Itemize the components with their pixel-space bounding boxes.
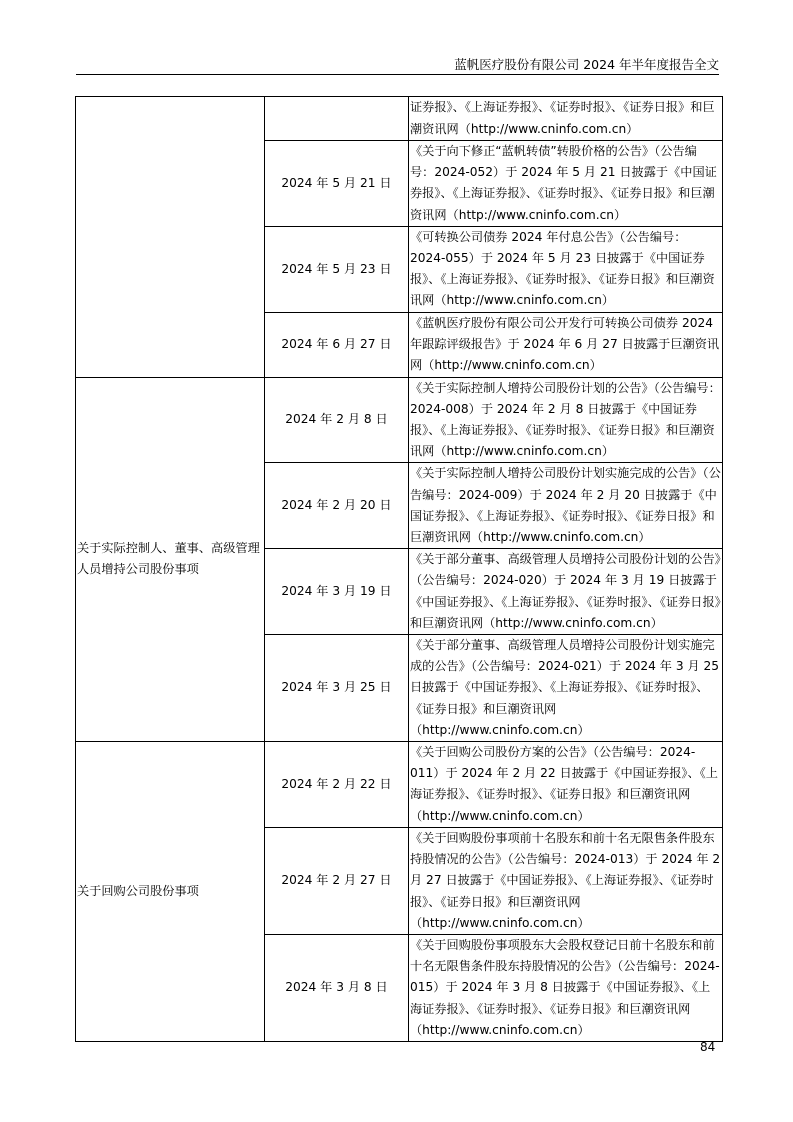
date-cell: 2024 年 3 月 25 日: [265, 635, 409, 742]
date-cell: 2024 年 2 月 27 日: [265, 827, 409, 934]
date-cell: 2024 年 6 月 27 日: [265, 312, 409, 377]
page-header: [76, 56, 719, 75]
page-number: 84: [700, 1040, 716, 1054]
disclosure-table: [75, 96, 723, 1042]
description-cell: 《关于向下修正“蓝帆转债”转股价格的公告》（公告编号：2024-052）于 2024 年 5 月 21 日披露于《中国证券报》、《上海证券报》、《证券时报》、《证券日报》和巨潮资讯网（http://www.cninfo.com.cn）: [409, 141, 723, 227]
matter-cell: [76, 97, 265, 378]
date-cell: 2024 年 3 月 19 日: [265, 549, 409, 635]
date-cell: 2024 年 5 月 21 日: [265, 141, 409, 227]
matter-cell: 关于回购公司股份事项: [76, 742, 265, 1042]
description-cell: 《蓝帆医疗股份有限公司公开发行可转换公司债券 2024 年跟踪评级报告》于 2024 年 6 月 27 日披露于巨潮资讯网（http://www.cninfo.com.cn）: [409, 312, 723, 377]
date-cell: 2024 年 3 月 8 日: [265, 934, 409, 1041]
date-cell: 2024 年 5 月 23 日: [265, 226, 409, 312]
date-cell: 2024 年 2 月 8 日: [265, 377, 409, 463]
description-cell: 《关于部分董事、高级管理人员增持公司股份计划的公告》（公告编号：2024-020）于 2024 年 3 月 19 日披露于《中国证券报》、《上海证券报》、《证券时报》、《证券日报》和巨潮资讯网（http://www.cninfo.com.cn）: [409, 549, 723, 635]
description-cell: 《关于回购公司股份方案的公告》（公告编号：2024-011）于 2024 年 2 月 22 日披露于《中国证券报》、《上海证券报》、《证券时报》、《证券日报》和巨潮资讯网（http://www.cninfo.com.cn）: [409, 742, 723, 828]
description-cell: 《关于部分董事、高级管理人员增持公司股份计划实施完成的公告》（公告编号：2024-021）于 2024 年 3 月 25 日披露于《中国证券报》、《上海证券报》、《证券时报》、《证券日报》和巨潮资讯网（http://www.cninfo.com.cn）: [409, 635, 723, 742]
disclosure-table-body: [76, 97, 723, 1042]
description-cell: 《关于回购股份事项前十名股东和前十名无限售条件股东持股情况的公告》（公告编号：2024-013）于 2024 年 2 月 27 日披露于《中国证券报》、《上海证券报》、《证券时报》、《证券日报》和巨潮资讯网（http://www.cninfo.com.cn）: [409, 827, 723, 934]
description-cell: 证券报》、《上海证券报》、《证券时报》、《证券日报》和巨潮资讯网（http://www.cninfo.com.cn）: [409, 97, 723, 141]
date-cell: 2024 年 2 月 20 日: [265, 463, 409, 549]
description-cell: 《关于回购股份事项股东大会股权登记日前十名股东和前十名无限售条件股东持股情况的公告》（公告编号：2024-015）于 2024 年 3 月 8 日披露于《中国证券报》、《上海证券报》、《证券时报》、《证券日报》和巨潮资讯网（http://www.cninfo.com.cn）: [409, 934, 723, 1041]
matter-cell: 关于实际控制人、董事、高级管理人员增持公司股份事项: [76, 377, 265, 741]
table-row: [76, 97, 723, 141]
table-row: [76, 377, 723, 463]
report-title: 蓝帆医疗股份有限公司 2024 年半年度报告全文: [454, 57, 719, 72]
description-cell: 《关于实际控制人增持公司股份计划的公告》（公告编号：2024-008）于 2024 年 2 月 8 日披露于《中国证券报》、《上海证券报》、《证券时报》、《证券日报》和巨潮资讯网（http://www.cninfo.com.cn）: [409, 377, 723, 463]
table-row: [76, 742, 723, 828]
description-cell: 《可转换公司债券 2024 年付息公告》（公告编号：2024-055）于 2024 年 5 月 23 日披露于《中国证券报》、《上海证券报》、《证券时报》、《证券日报》和巨潮资讯网（http://www.cninfo.com.cn）: [409, 226, 723, 312]
date-cell: 2024 年 2 月 22 日: [265, 742, 409, 828]
description-cell: 《关于实际控制人增持公司股份计划实施完成的公告》（公告编号：2024-009）于 2024 年 2 月 20 日披露于《中国证券报》、《上海证券报》、《证券时报》、《证券日报》和巨潮资讯网（http://www.cninfo.com.cn）: [409, 463, 723, 549]
date-cell: [265, 97, 409, 141]
